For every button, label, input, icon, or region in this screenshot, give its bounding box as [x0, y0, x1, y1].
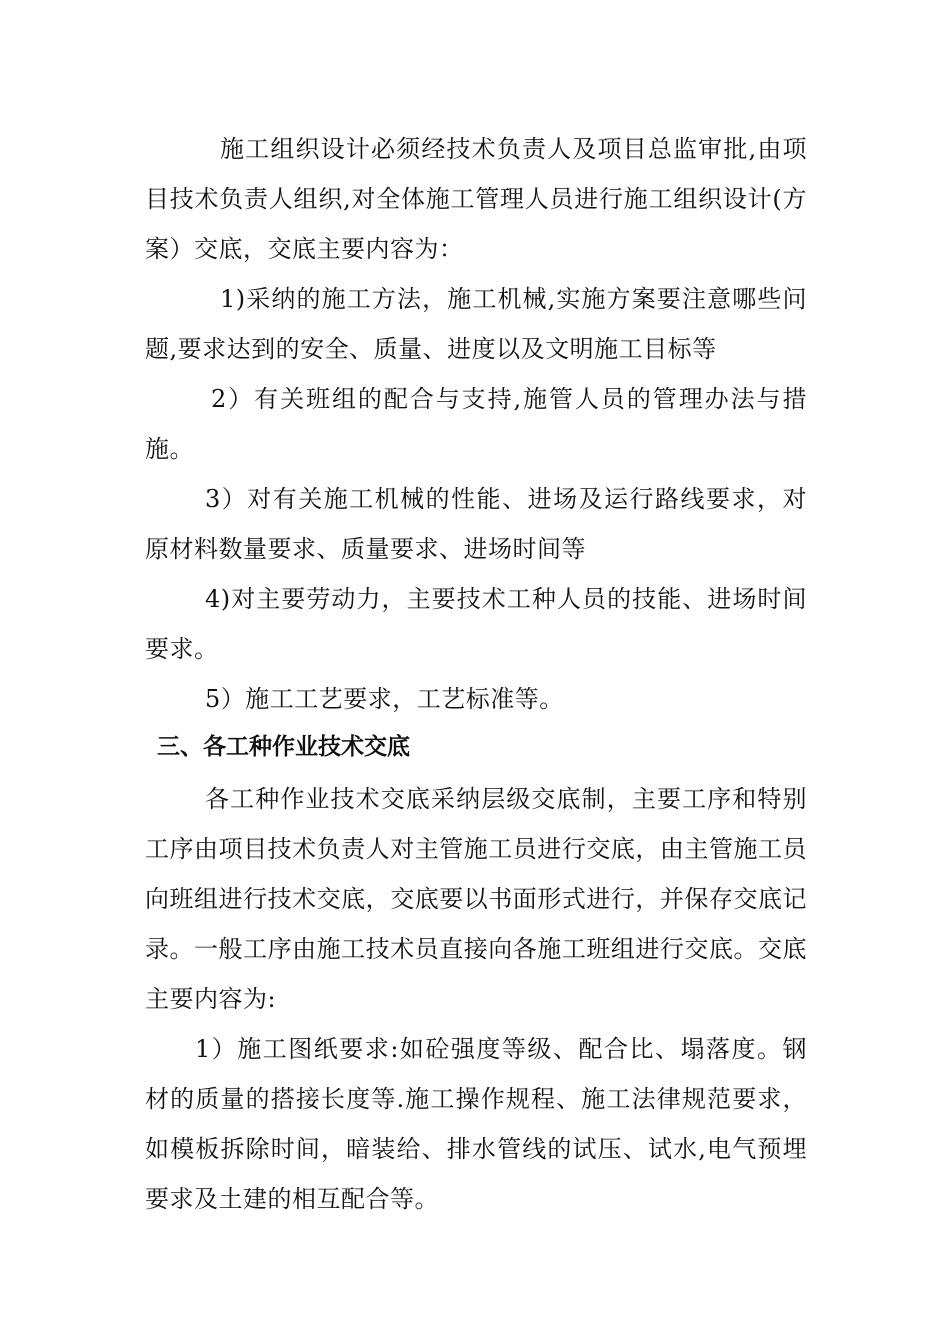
paragraph-section-intro: 各工种作业技术交底采纳层级交底制，主要工序和特别工序由项目技术负责人对主管施工员进行交底，由主管施工员向班组进行技术交底，交底要以书面形式进行，并保存交底记录。一般工序由施工技术员直接向各施工班组进行交底。交底主要内容为: [145, 785, 807, 1013]
paragraph-approval: 施工组织设计必须经技术负责人及项目总监审批,由项目技术负责人组织,对全体施工管理人员进行施工组织设计(方案）交底，交底主要内容为： [145, 135, 807, 263]
paragraph-item-5: 5）施工工艺要求，工艺标准等。 [205, 685, 564, 713]
section-heading: 三、各工种作业技术交底 [157, 734, 410, 760]
paragraph-section-item-1: 1）施工图纸要求:如砼强度等级、配合比、塌落度。钢材的质量的搭接长度等.施工操作规程、施工法律规范要求，如模板拆除时间，暗装给、排水管线的试压、试水,电气预埋要求及土建的相互配合等。 [145, 1035, 807, 1213]
paragraph-item-2: 2）有关班组的配合与支持,施管人员的管理办法与措施。 [145, 385, 807, 463]
paragraph-item-3: 3）对有关施工机械的性能、进场及运行路线要求，对原材料数量要求、质量要求、进场时间等 [145, 485, 807, 563]
paragraph-item-1: 1)采纳的施工方法，施工机械,实施方案要注意哪些问题,要求达到的安全、质量、进度以及文明施工目标等 [145, 285, 807, 363]
paragraph-item-4: 4)对主要劳动力，主要技术工种人员的技能、进场时间要求。 [145, 585, 807, 663]
